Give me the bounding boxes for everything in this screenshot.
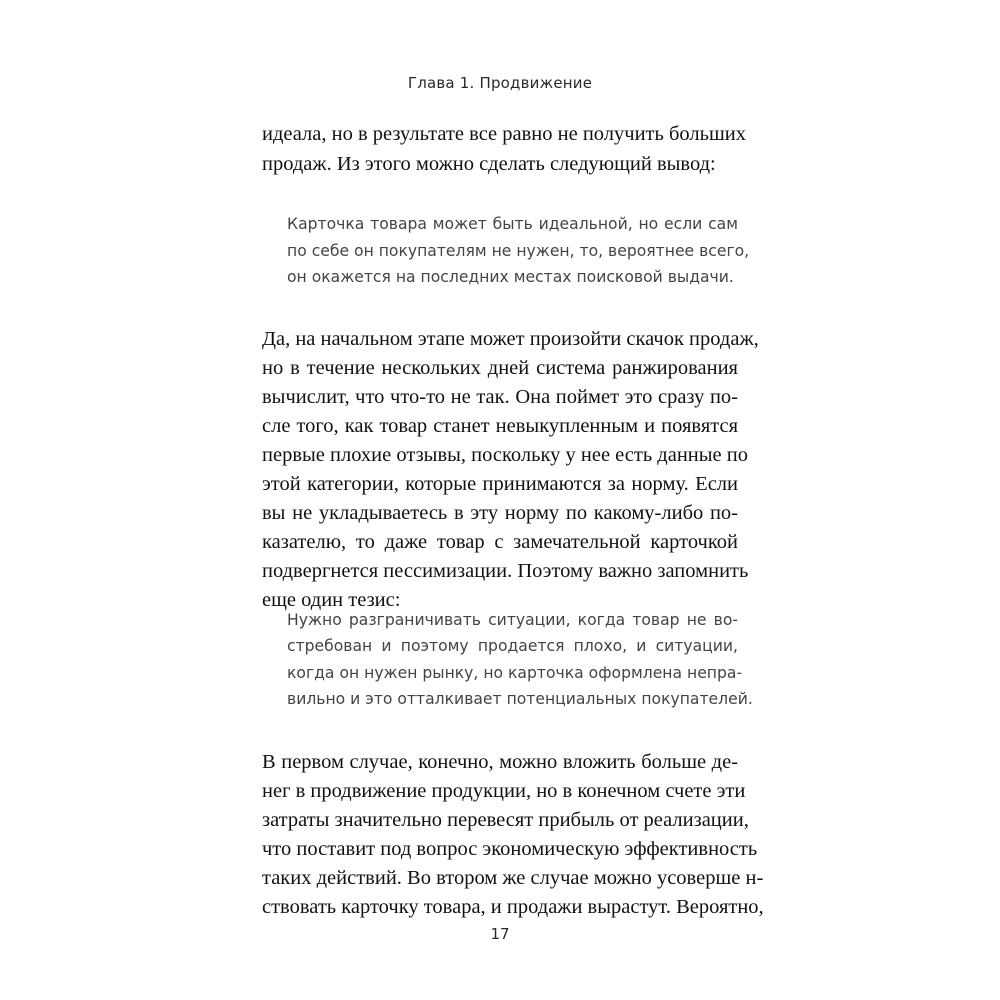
paragraph-2-line: подвергнется пессимизации. Поэтому важно запомнить [262,560,749,582]
quote-2-line: Нужно разграничивать ситуации, когда товар не во- [287,611,738,629]
paragraph-1-line: идеала, но в результате все равно не получить больших [262,123,746,145]
paragraph-2-line: Да, на начальном этапе может произойти скачок продаж, [262,328,759,350]
quote-1-line: Карточка товара может быть идеальной, но если сам [287,215,738,233]
paragraph-2-line: сле того, как товар станет невыкупленным и появятся [262,415,738,437]
quote-2-line: вильно и это отталкивает потенциальных покупателей. [287,690,753,708]
paragraph-3-line: ствовать карточку товара, и продажи вырастут. Вероятно, [262,896,764,918]
paragraph-3-line: затраты значительно перевесят прибыль от реализации, [262,809,749,831]
paragraph-2-line: казателю, то даже товар с замечательной карточкой [262,531,738,553]
page-number: 17 [490,925,510,943]
paragraph-3-line: нег в продвижение продукции, но в конечном счете эти [262,780,746,802]
paragraph-2-line: еще один тезис: [262,589,401,611]
paragraph-3-line: таких действий. Во втором же случае можно усоверше н- [262,867,764,889]
quote-2-line: стребован и поэтому продается плохо, и ситуации, [287,637,738,655]
paragraph-2-line: вы не укладываетесь в эту норму по какому-либо по- [262,502,738,524]
quote-1-line: он окажется на последних местах поисковой выдачи. [287,268,734,286]
paragraph-2-line: но в течение нескольких дней система ранжирования [262,357,738,379]
paragraph-2-line: этой категории, которые принимаются за норму. Если [262,473,738,495]
paragraph-3-line: что поставит под вопрос экономическую эффективность [262,838,758,860]
paragraph-2-line: первые плохие отзывы, поскольку у нее есть данные по [262,444,748,466]
paragraph-1-line: продаж. Из этого можно сделать следующий вывод: [262,153,716,175]
paragraph-2-line: вычислит, что что-то не так. Она поймет это сразу по- [262,386,738,408]
quote-1-line: по себе он покупателям не нужен, то, вероятнее всего, [287,242,750,260]
quote-2-line: когда он нужен рынку, но карточка оформлена непра- [287,664,743,682]
paragraph-3-line: В первом случае, конечно, можно вложить больше де- [262,751,738,773]
running-head: Глава 1. Продвижение [407,74,593,92]
